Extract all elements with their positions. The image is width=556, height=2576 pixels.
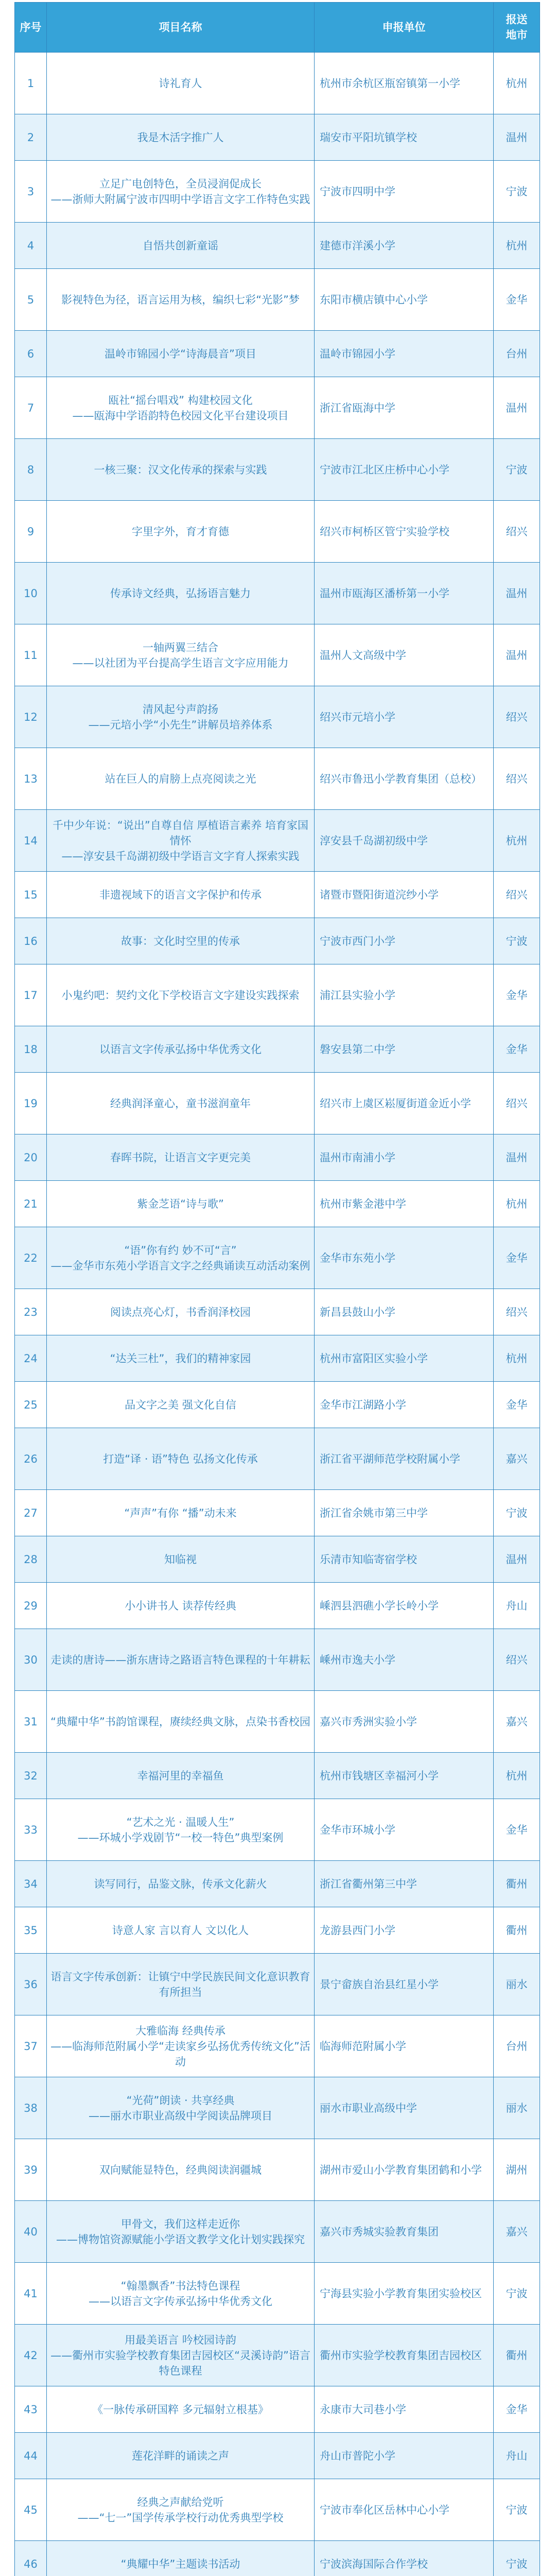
- applicant-unit: 绍兴市柯桥区管宁实验学校: [315, 501, 494, 563]
- table-row: [15, 53, 540, 114]
- project-name: 千中少年说：“说出”自尊自信 厚植语言素养 培育家国情怀 ——淳安县千岛湖初级中学语言文字育人探索实践: [47, 810, 315, 872]
- city: 绍兴: [494, 1289, 540, 1335]
- row-number: 43: [15, 2386, 47, 2433]
- table-row: [15, 1691, 540, 1753]
- row-number: 20: [15, 1134, 47, 1181]
- city: 绍兴: [494, 872, 540, 918]
- city: 宁波: [494, 161, 540, 223]
- table-row: [15, 1799, 540, 1861]
- applicant-unit: 杭州市钱塘区幸福河小学: [315, 1753, 494, 1799]
- table-row: [15, 1289, 540, 1335]
- city: 金华: [494, 1382, 540, 1428]
- city: 绍兴: [494, 686, 540, 748]
- project-name: 语言文字传承创新：让镇宁中学民族民间文化意识教育有所担当: [47, 1954, 315, 2015]
- row-number: 11: [15, 624, 47, 686]
- table-row: [15, 1954, 540, 2015]
- row-number: 27: [15, 1490, 47, 1536]
- project-name: 经典之声献给党听 ——“七一”国学传承学校行动优秀典型学校: [47, 2479, 315, 2541]
- city: 温州: [494, 114, 540, 161]
- table-row: [15, 1134, 540, 1181]
- project-name: 瓯社“摇台唱戏” 构建校园文化 ——瓯海中学语韵特色校园文化平台建设项目: [47, 377, 315, 439]
- table-row: [15, 1536, 540, 1583]
- applicant-unit: 浙江省余姚市第三中学: [315, 1490, 494, 1536]
- applicant-unit: 瑞安市平阳坑镇学校: [315, 114, 494, 161]
- row-number: 33: [15, 1799, 47, 1861]
- table-row: [15, 563, 540, 624]
- city: 杭州: [494, 223, 540, 269]
- project-name: 经典润泽童心，童书滋润童年: [47, 1073, 315, 1134]
- row-number: 18: [15, 1026, 47, 1073]
- city: 温州: [494, 624, 540, 686]
- row-number: 7: [15, 377, 47, 439]
- row-number: 37: [15, 2015, 47, 2077]
- table-row: [15, 2077, 540, 2139]
- city: 温州: [494, 377, 540, 439]
- row-number: 24: [15, 1335, 47, 1382]
- row-number: 8: [15, 439, 47, 501]
- applicant-unit: 湖州市爱山小学教育集团鹤和小学: [315, 2139, 494, 2201]
- table-row: [15, 2541, 540, 2576]
- applicant-unit: 宁波市四明中学: [315, 161, 494, 223]
- city: 绍兴: [494, 501, 540, 563]
- header-no: 序号: [15, 3, 47, 53]
- city: 杭州: [494, 53, 540, 114]
- city: 嘉兴: [494, 2201, 540, 2263]
- project-name: 非遗视域下的语言文字保护和传承: [47, 872, 315, 918]
- project-name: 《一脉传承研国粹 多元辐射立根基》: [47, 2386, 315, 2433]
- row-number: 29: [15, 1583, 47, 1629]
- project-name: “典耀中华”主题读书活动: [47, 2541, 315, 2576]
- table-row: [15, 1861, 540, 1907]
- project-name: 以语言文字传承弘扬中华优秀文化: [47, 1026, 315, 1073]
- table-row: [15, 501, 540, 563]
- row-number: 26: [15, 1428, 47, 1490]
- applicant-unit: 金华市东苑小学: [315, 1227, 494, 1289]
- city: 金华: [494, 964, 540, 1026]
- table-row: [15, 686, 540, 748]
- row-number: 38: [15, 2077, 47, 2139]
- city: 丽水: [494, 1954, 540, 2015]
- table-row: [15, 810, 540, 872]
- project-name: 诗礼育人: [47, 53, 315, 114]
- table-row: [15, 1907, 540, 1954]
- project-name: 温岭市锦园小学“诗海晨音”项目: [47, 331, 315, 377]
- table-row: [15, 1490, 540, 1536]
- row-number: 15: [15, 872, 47, 918]
- city: 绍兴: [494, 1629, 540, 1691]
- project-name: 小鬼约吧：契约文化下学校语言文字建设实践探索: [47, 964, 315, 1026]
- city: 温州: [494, 563, 540, 624]
- applicant-unit: 永康市大司巷小学: [315, 2386, 494, 2433]
- applicant-unit: 衢州市实验学校教育集团吉园校区: [315, 2325, 494, 2386]
- row-number: 42: [15, 2325, 47, 2386]
- applicant-unit: 金华市环城小学: [315, 1799, 494, 1861]
- applicant-unit: 东阳市横店镇中心小学: [315, 269, 494, 331]
- city: 衢州: [494, 1907, 540, 1954]
- project-name: 阅读点亮心灯，书香润泽校园: [47, 1289, 315, 1335]
- project-name: 走读的唐诗——浙东唐诗之路语言特色课程的十年耕耘: [47, 1629, 315, 1691]
- city: 湖州: [494, 2139, 540, 2201]
- table-row: [15, 1753, 540, 1799]
- project-name: 影视特色为径，语言运用为核，编织七彩“光影”梦: [47, 269, 315, 331]
- applicant-unit: 景宁畲族自治县红星小学: [315, 1954, 494, 2015]
- project-name: 读写同行，品鉴文脉，传承文化薪火: [47, 1861, 315, 1907]
- table-row: [15, 2386, 540, 2433]
- applicant-unit: 宁海县实验小学教育集团实验校区: [315, 2263, 494, 2325]
- table-row: [15, 2433, 540, 2479]
- table-row: [15, 1026, 540, 1073]
- row-number: 40: [15, 2201, 47, 2263]
- city: 宁波: [494, 1490, 540, 1536]
- table-row: [15, 872, 540, 918]
- project-name: 用最美语言 吟校园诗韵 ——衢州市实验学校教育集团吉园校区“灵溪诗韵”语言特色课程: [47, 2325, 315, 2386]
- table-row: [15, 1583, 540, 1629]
- table-row: [15, 2201, 540, 2263]
- applicant-unit: 乐清市知临寄宿学校: [315, 1536, 494, 1583]
- table-row: [15, 331, 540, 377]
- row-number: 32: [15, 1753, 47, 1799]
- row-number: 5: [15, 269, 47, 331]
- row-number: 19: [15, 1073, 47, 1134]
- applicant-unit: 浙江省衢州第三中学: [315, 1861, 494, 1907]
- applicant-unit: 嘉兴市秀城实验教育集团: [315, 2201, 494, 2263]
- applicant-unit: 磐安县第二中学: [315, 1026, 494, 1073]
- project-name: 我是木活字推广人: [47, 114, 315, 161]
- project-name: 双向赋能显特色，经典阅读润疆城: [47, 2139, 315, 2201]
- applicant-unit: 温州人文高级中学: [315, 624, 494, 686]
- project-name: 知临视: [47, 1536, 315, 1583]
- city: 金华: [494, 1026, 540, 1073]
- city: 舟山: [494, 1583, 540, 1629]
- project-name: 一核三聚：汉文化传承的探索与实践: [47, 439, 315, 501]
- applicant-unit: 绍兴市元培小学: [315, 686, 494, 748]
- applicant-unit: 金华市江湖路小学: [315, 1382, 494, 1428]
- project-name: 诗意人家 言以育人 文以化人: [47, 1907, 315, 1954]
- table-row: [15, 2015, 540, 2077]
- applicant-unit: 宁波市西门小学: [315, 918, 494, 964]
- project-name: 字里字外，育才育德: [47, 501, 315, 563]
- row-number: 21: [15, 1181, 47, 1227]
- project-name: 大雅临海 经典传承 ——临海师范附属小学“走读家乡弘扬优秀传统文化”活动: [47, 2015, 315, 2077]
- city: 宁波: [494, 2541, 540, 2576]
- table-row: [15, 2325, 540, 2386]
- table-body: [15, 53, 540, 2576]
- row-number: 36: [15, 1954, 47, 2015]
- applicant-unit: 杭州市余杭区瓶窑镇第一小学: [315, 53, 494, 114]
- applicant-unit: 宁波滨海国际合作学校: [315, 2541, 494, 2576]
- city: 温州: [494, 1536, 540, 1583]
- table-row: [15, 2139, 540, 2201]
- table-row: [15, 1073, 540, 1134]
- row-number: 41: [15, 2263, 47, 2325]
- row-number: 4: [15, 223, 47, 269]
- row-number: 25: [15, 1382, 47, 1428]
- city: 衢州: [494, 2325, 540, 2386]
- row-number: 1: [15, 53, 47, 114]
- applicant-unit: 诸暨市暨阳街道浣纱小学: [315, 872, 494, 918]
- row-number: 14: [15, 810, 47, 872]
- project-name: 紫金芝语“诗与歌”: [47, 1181, 315, 1227]
- row-number: 13: [15, 748, 47, 810]
- project-name: 品文字之美 强文化自信: [47, 1382, 315, 1428]
- city: 杭州: [494, 1181, 540, 1227]
- project-name: “达关三杜”，我们的精神家园: [47, 1335, 315, 1382]
- project-name: “典耀中华”书韵馆课程，赓续经典文脉，点染书香校园: [47, 1691, 315, 1753]
- table-row: [15, 2479, 540, 2541]
- row-number: 23: [15, 1289, 47, 1335]
- applicant-unit: 嵊泗县泗礁小学长岭小学: [315, 1583, 494, 1629]
- project-name: 站在巨人的肩膀上点亮阅读之光: [47, 748, 315, 810]
- applicant-unit: 舟山市普陀小学: [315, 2433, 494, 2479]
- project-name: “翰墨飘香”书法特色课程 ——以语言文字传承弘扬中华优秀文化: [47, 2263, 315, 2325]
- city: 丽水: [494, 2077, 540, 2139]
- table-row: [15, 2263, 540, 2325]
- table-row: [15, 161, 540, 223]
- applicant-unit: 浙江省瓯海中学: [315, 377, 494, 439]
- applicant-unit: 新昌县鼓山小学: [315, 1289, 494, 1335]
- applicant-unit: 温岭市锦园小学: [315, 331, 494, 377]
- project-name: 春晖书院，让语言文字更完美: [47, 1134, 315, 1181]
- applicant-unit: 宁波市江北区庄桥中心小学: [315, 439, 494, 501]
- row-number: 46: [15, 2541, 47, 2576]
- table-header-row: [15, 3, 540, 53]
- project-name: 清风起兮声韵扬 ——元培小学“小先生”讲解员培养体系: [47, 686, 315, 748]
- applicant-unit: 嘉兴市秀洲实验小学: [315, 1691, 494, 1753]
- table-row: [15, 1335, 540, 1382]
- row-number: 3: [15, 161, 47, 223]
- row-number: 9: [15, 501, 47, 563]
- city: 衢州: [494, 1861, 540, 1907]
- row-number: 6: [15, 331, 47, 377]
- row-number: 22: [15, 1227, 47, 1289]
- city: 嘉兴: [494, 1691, 540, 1753]
- applicant-unit: 温州市南浦小学: [315, 1134, 494, 1181]
- city: 嘉兴: [494, 1428, 540, 1490]
- table-row: [15, 377, 540, 439]
- table-row: [15, 269, 540, 331]
- applicant-unit: 临海师范附属小学: [315, 2015, 494, 2077]
- city: 金华: [494, 1227, 540, 1289]
- project-name: 立足广电创特色，全员浸润促成长 ——浙师大附属宁波市四明中学语言文字工作特色实践: [47, 161, 315, 223]
- row-number: 44: [15, 2433, 47, 2479]
- project-name: “语”你有约 妙不可“言” ——金华市东苑小学语言文字之经典诵读互动活动案例: [47, 1227, 315, 1289]
- applicant-unit: 杭州市紫金港中学: [315, 1181, 494, 1227]
- applicant-unit: 建德市洋溪小学: [315, 223, 494, 269]
- city: 杭州: [494, 1753, 540, 1799]
- city: 台州: [494, 2015, 540, 2077]
- project-name: 一轴两翼三结合 ——以社团为平台提高学生语言文字应用能力: [47, 624, 315, 686]
- project-name: 传承诗文经典，弘扬语言魅力: [47, 563, 315, 624]
- header-city-label: 报送地市: [506, 13, 528, 41]
- city: 温州: [494, 1134, 540, 1181]
- city: 绍兴: [494, 748, 540, 810]
- table-row: [15, 1181, 540, 1227]
- header-project-name: 项目名称: [47, 3, 315, 53]
- row-number: 45: [15, 2479, 47, 2541]
- row-number: 31: [15, 1691, 47, 1753]
- table-row: [15, 964, 540, 1026]
- row-number: 16: [15, 918, 47, 964]
- project-name: “艺术之光 · 温暖人生” ——环城小学戏剧节“一校一特色”典型案例: [47, 1799, 315, 1861]
- row-number: 30: [15, 1629, 47, 1691]
- project-name: 小小讲书人 读荐传经典: [47, 1583, 315, 1629]
- row-number: 17: [15, 964, 47, 1026]
- city: 宁波: [494, 439, 540, 501]
- project-name: “光荷”朗读 · 共享经典 ——丽水市职业高级中学阅读品牌项目: [47, 2077, 315, 2139]
- applicant-unit: 绍兴市鲁迅小学教育集团（总校）: [315, 748, 494, 810]
- row-number: 35: [15, 1907, 47, 1954]
- row-number: 10: [15, 563, 47, 624]
- applicant-unit: 杭州市富阳区实验小学: [315, 1335, 494, 1382]
- project-name: 甲骨文，我们这样走近你 ——博物馆资源赋能小学语文教学文化计划实践探究: [47, 2201, 315, 2263]
- city: 金华: [494, 2386, 540, 2433]
- header-city: [494, 3, 540, 53]
- applicant-unit: 宁波市奉化区岳林中心小学: [315, 2479, 494, 2541]
- project-name: 故事：文化时空里的传承: [47, 918, 315, 964]
- project-name: “声声”有你 “播”动未来: [47, 1490, 315, 1536]
- city: 宁波: [494, 918, 540, 964]
- applicant-unit: 浦江县实验小学: [315, 964, 494, 1026]
- table-row: [15, 114, 540, 161]
- city: 宁波: [494, 2263, 540, 2325]
- row-number: 34: [15, 1861, 47, 1907]
- applicant-unit: 淳安县千岛湖初级中学: [315, 810, 494, 872]
- applicant-unit: 龙游县西门小学: [315, 1907, 494, 1954]
- project-name: 莲花洋畔的诵读之声: [47, 2433, 315, 2479]
- row-number: 12: [15, 686, 47, 748]
- city: 台州: [494, 331, 540, 377]
- applicant-unit: 温州市瓯海区潘桥第一小学: [315, 563, 494, 624]
- project-name: 打造“译 · 语”特色 弘扬文化传承: [47, 1428, 315, 1490]
- city: 舟山: [494, 2433, 540, 2479]
- row-number: 28: [15, 1536, 47, 1583]
- city: 宁波: [494, 2479, 540, 2541]
- city: 杭州: [494, 810, 540, 872]
- table-row: [15, 1382, 540, 1428]
- table-row: [15, 1227, 540, 1289]
- table-row: [15, 748, 540, 810]
- row-number: 39: [15, 2139, 47, 2201]
- table-row: [15, 1428, 540, 1490]
- table-row: [15, 624, 540, 686]
- table-row: [15, 439, 540, 501]
- projects-table: [14, 2, 540, 2576]
- city: 绍兴: [494, 1073, 540, 1134]
- applicant-unit: 浙江省平湖师范学校附属小学: [315, 1428, 494, 1490]
- header-unit: 申报单位: [315, 3, 494, 53]
- project-name: 幸福河里的幸福鱼: [47, 1753, 315, 1799]
- table-row: [15, 1629, 540, 1691]
- table-row: [15, 223, 540, 269]
- project-name: 自悟共创新童谣: [47, 223, 315, 269]
- row-number: 2: [15, 114, 47, 161]
- city: 金华: [494, 1799, 540, 1861]
- table-row: [15, 918, 540, 964]
- applicant-unit: 嵊州市逸夫小学: [315, 1629, 494, 1691]
- city: 杭州: [494, 1335, 540, 1382]
- city: 金华: [494, 269, 540, 331]
- applicant-unit: 丽水市职业高级中学: [315, 2077, 494, 2139]
- applicant-unit: 绍兴市上虞区崧厦街道金近小学: [315, 1073, 494, 1134]
